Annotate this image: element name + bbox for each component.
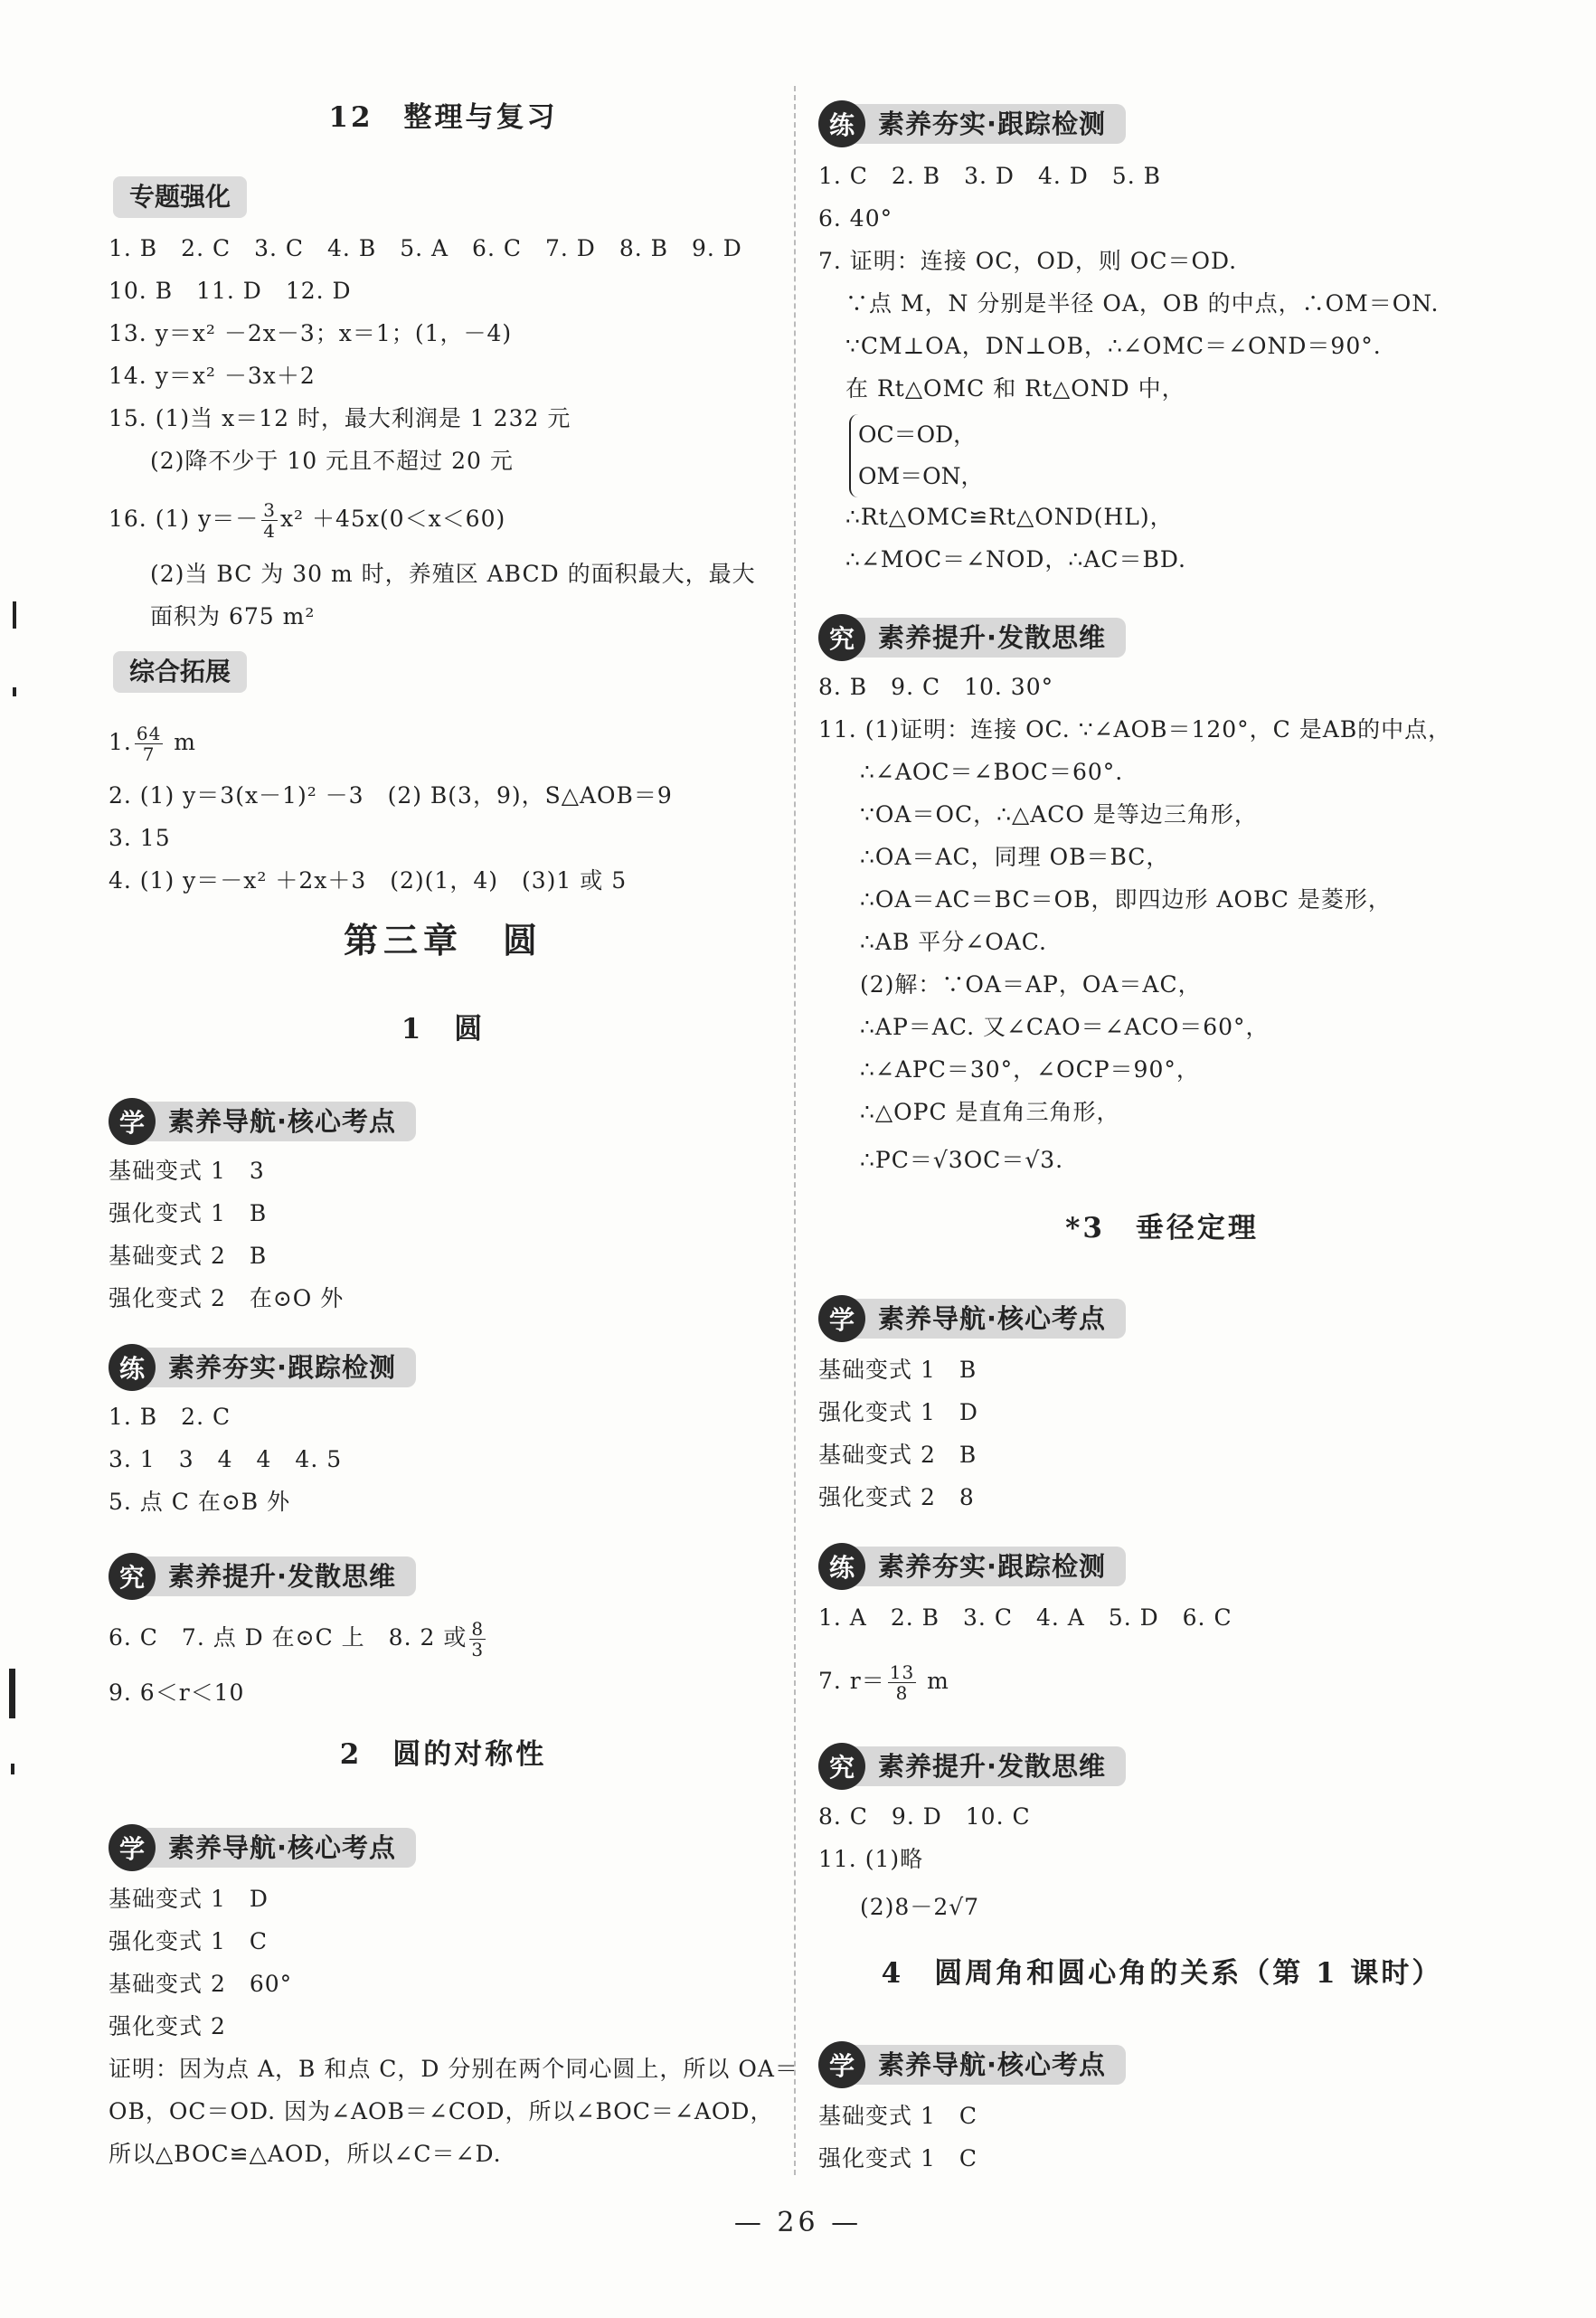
proof-line: 证明：因为点 A，B 和点 C，D 分别在两个同心圆上，所以 OA＝	[109, 2056, 798, 2082]
proof-line: ∵OA＝OC，∴△ACO 是等边三角形，	[860, 801, 1258, 828]
answer-line-ext1: 1. $\frac{64}{7}$ m	[109, 723, 196, 765]
brace-system	[849, 414, 983, 497]
answer-line: 1. B 2. C	[109, 1404, 231, 1430]
answer-line: 强化变式 2	[109, 2013, 226, 2039]
chapter-title: 第三章 圆	[343, 920, 543, 960]
jiu-icon: 究	[109, 1553, 156, 1600]
answer-line: 7. 证明：连接 OC，OD，则 OC＝OD.	[818, 248, 1238, 274]
section-header-lian: 练 素养夯实·跟踪检测	[818, 1544, 1126, 1589]
section-header-jiu: 究 素养提升·发散思维	[818, 615, 1126, 660]
lian-icon: 练	[818, 1543, 865, 1590]
answer-line: (2)8－2√7	[860, 1894, 980, 1920]
answer-line: (2)当 BC 为 30 m 时，养殖区 ABCD 的面积最大，最大	[150, 561, 756, 587]
answer-line: 基础变式 1 3	[109, 1158, 265, 1184]
scan-mark	[11, 1764, 14, 1774]
answer-line: 强化变式 1 C	[109, 1928, 268, 1954]
lesson-title-4: 4 圆周角和圆心角的关系（第 1 课时）	[881, 1957, 1443, 1990]
lian-icon: 练	[109, 1344, 156, 1391]
answer-line: 基础变式 2 B	[818, 1442, 977, 1468]
lesson-title-1: 1 圆	[401, 1013, 486, 1045]
section-header-xue: 学 素养导航·核心考点	[109, 1825, 416, 1870]
section-header-jiu: 究 素养提升·发散思维	[109, 1554, 416, 1599]
scan-mark	[13, 601, 16, 629]
scan-mark	[9, 1669, 15, 1718]
section-header-lian: 练 素养夯实·跟踪检测	[818, 101, 1126, 147]
column-divider	[794, 86, 796, 2175]
scan-mark	[13, 687, 16, 696]
answer-line: 1. A 2. B 3. C 4. A 5. D 6. C	[818, 1604, 1232, 1631]
proof-line: 在 Rt△OMC 和 Rt△OND 中，	[845, 375, 1185, 402]
answer-line: 3. 1 3 4 4 4. 5	[109, 1446, 343, 1472]
answer-line-q16: 16. (1) y＝－ $\frac{3}{4}$ x² ＋45x(0＜x＜60)	[109, 499, 506, 542]
answer-line: 面积为 675 m²	[150, 603, 316, 629]
xue-icon: 学	[109, 1098, 156, 1145]
section-header-xue: 学 素养导航·核心考点	[109, 1099, 416, 1144]
proof-line: ∴∠APC＝30°，∠OCP＝90°，	[860, 1056, 1200, 1083]
answer-line: 强化变式 1 D	[818, 1399, 978, 1425]
answer-line: 10. B 11. D 12. D	[109, 278, 352, 304]
lesson-title-3: *3 垂径定理	[1065, 1212, 1259, 1244]
proof-line: ∴OA＝AC，同理 OB＝BC，	[860, 844, 1170, 870]
page-number: — 26 —	[733, 2207, 863, 2238]
answer-line: 强化变式 2 在⊙O 外	[109, 1285, 345, 1311]
answer-line: 8. C 9. D 10. C	[818, 1803, 1031, 1830]
tag-extension: 综合拓展	[113, 651, 247, 693]
proof-line: ∴AP＝AC. 又∠CAO＝∠ACO＝60°，	[860, 1014, 1270, 1040]
answer-line: 基础变式 1 B	[818, 1357, 977, 1383]
answer-line: 1. C 2. B 3. D 4. D 5. B	[818, 163, 1161, 189]
section-header-jiu: 究 素养提升·发散思维	[818, 1744, 1126, 1789]
proof-line: ∵CM⊥OA，DN⊥OB，∴∠OMC＝∠OND＝90°.	[845, 333, 1382, 359]
answer-line: 13. y＝x² －2x－3；x＝1；(1，－4)	[109, 320, 513, 346]
jiu-icon: 究	[818, 614, 865, 661]
proof-line: ∴OA＝AC＝BC＝OB，即四边形 AOBC 是菱形，	[860, 886, 1392, 913]
answer-line: 14. y＝x² －3x＋2	[109, 363, 316, 389]
answer-line-jiu: 6. C 7. 点 D 在⊙C 上 8. 2 或 $\frac{8}{3}$	[109, 1618, 485, 1660]
lesson-title-2: 2 圆的对称性	[339, 1738, 547, 1771]
answer-line: 5. 点 C 在⊙B 外	[109, 1489, 291, 1515]
proof-line: ∴∠AOC＝∠BOC＝60°.	[860, 759, 1124, 785]
proof-line: ∵点 M，N 分别是半径 OA，OB 的中点，∴OM＝ON.	[845, 290, 1440, 317]
answer-line: 3. 15	[109, 825, 171, 851]
answer-line: 8. B 9. C 10. 30°	[818, 674, 1054, 700]
proof-line: 所以△BOC≌△AOD，所以∠C＝∠D.	[109, 2141, 502, 2167]
answer-line: 基础变式 1 C	[818, 2103, 977, 2129]
answer-line: (2)降不少于 10 元且不超过 20 元	[150, 448, 514, 474]
section-title-review: 12 整理与复习	[328, 101, 558, 134]
xue-icon: 学	[109, 1824, 156, 1871]
answer-line: 9. 6＜r＜10	[109, 1679, 245, 1706]
answer-line: 11. (1)证明：连接 OC. ∵∠AOB＝120°，C 是AB的中点，	[818, 716, 1452, 743]
fraction: $\frac{8}{3}$	[471, 1618, 485, 1660]
answer-line: 基础变式 2 60°	[109, 1971, 293, 1997]
answer-line-q7: 7. r＝ $\frac{13}{8}$ m	[818, 1661, 949, 1704]
answer-line: 强化变式 1 B	[109, 1200, 268, 1226]
lian-icon: 练	[818, 100, 865, 147]
fraction: $\frac{13}{8}$	[889, 1661, 915, 1704]
proof-line: OB，OC＝OD. 因为∠AOB＝∠COD，所以∠BOC＝∠AOD，	[109, 2098, 774, 2124]
answer-line: 2. (1) y＝3(x－1)² －3 (2) B(3，9)，S△AOB＝9	[109, 782, 673, 809]
answer-line: 强化变式 2 8	[818, 1484, 975, 1510]
proof-line: ∴△OPC 是直角三角形，	[860, 1099, 1120, 1125]
section-header-xue: 学 素养导航·核心考点	[818, 2042, 1126, 2087]
tag-special-topic: 专题强化	[113, 176, 247, 218]
proof-line: ∴∠MOC＝∠NOD，∴AC＝BD.	[845, 546, 1186, 572]
proof-line: ∴PC＝√3OC＝√3.	[860, 1147, 1064, 1173]
xue-icon: 学	[818, 2041, 865, 2088]
fraction: $\frac{64}{7}$	[136, 723, 162, 765]
answer-line: 1. B 2. C 3. C 4. B 5. A 6. C 7. D 8. B 9. D	[109, 235, 742, 261]
answer-line: 强化变式 1 C	[818, 2145, 977, 2171]
answer-line: 11. (1)略	[818, 1846, 924, 1872]
jiu-icon: 究	[818, 1743, 865, 1790]
proof-line: (2)解：∵OA＝AP，OA＝AC，	[860, 971, 1202, 998]
section-header-xue: 学 素养导航·核心考点	[818, 1296, 1126, 1341]
answer-line: 基础变式 2 B	[109, 1243, 268, 1269]
answer-line: 15. (1)当 x＝12 时，最大利润是 1 232 元	[109, 405, 571, 431]
xue-icon: 学	[818, 1295, 865, 1342]
proof-line: ∴Rt△OMC≌Rt△OND(HL)，	[845, 504, 1174, 530]
section-header-lian: 练 素养夯实·跟踪检测	[109, 1345, 416, 1390]
proof-line: ∴AB 平分∠OAC.	[860, 929, 1047, 955]
answer-line: 4. (1) y＝－x² ＋2x＋3 (2)(1，4) (3)1 或 5	[109, 867, 628, 894]
answer-line: 6. 40°	[818, 205, 893, 232]
brace-line: OC＝OD，	[858, 421, 977, 448]
fraction: $\frac{3}{4}$	[263, 499, 276, 542]
answer-line: 基础变式 1 D	[109, 1886, 269, 1912]
brace-line: OM＝ON，	[858, 463, 984, 489]
